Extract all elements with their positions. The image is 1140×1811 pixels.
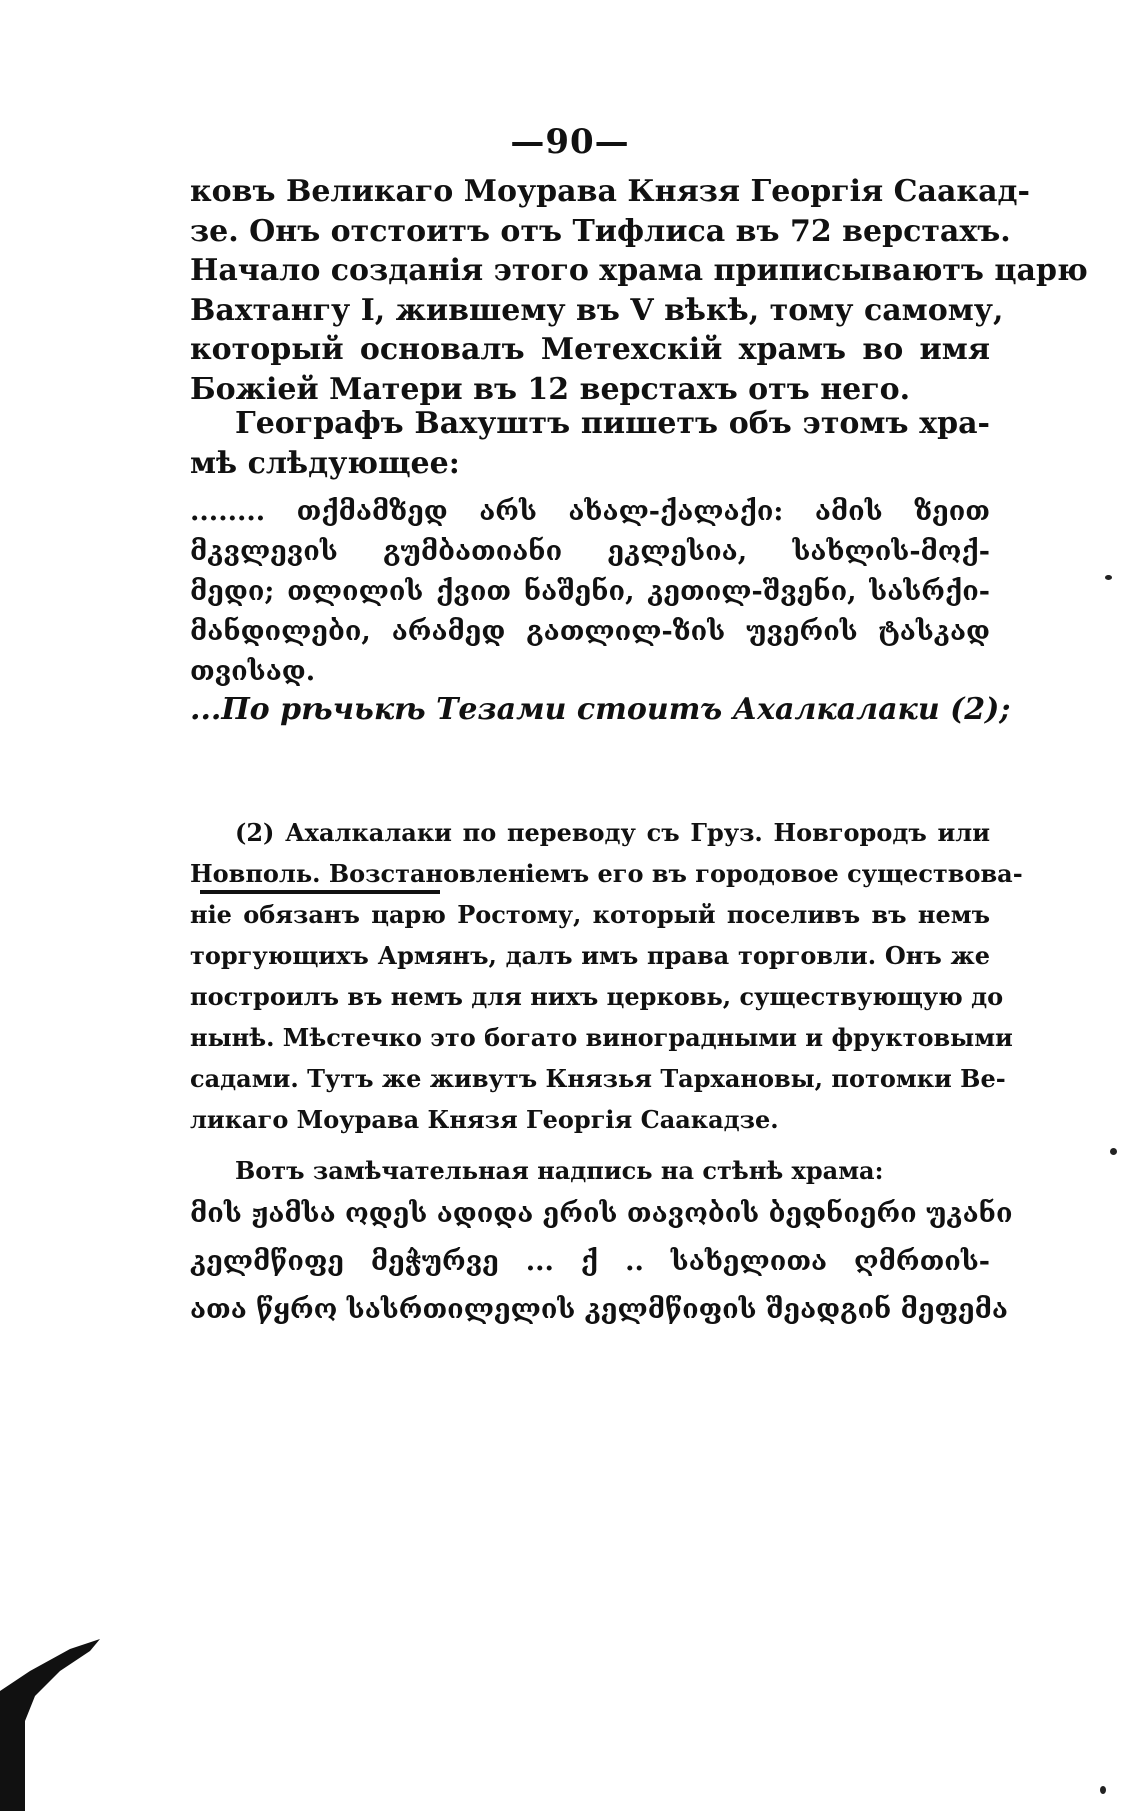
text-line: Начало созданія этого храма приписываютъ царю — [190, 253, 1088, 288]
text-line: Вотъ замѣчательная надпись на стѣнѣ храма: — [235, 1156, 884, 1185]
text-line: Вахтангу I, жившему въ V вѣкѣ, тому самому, — [190, 292, 1004, 328]
georgian-line: მანდილები, არამედ გათლილ-ზის უვერის ტასკად — [190, 616, 990, 647]
footnote-line: садами. Тутъ же живутъ Князья Тархановы, потомки Ве- — [190, 1064, 1006, 1093]
georgian-line: ........ თქმამზედ არს ახალ-ქალაქი: ამის ზეით — [190, 496, 990, 527]
text-line: мѣ слѣдующее: — [190, 445, 460, 481]
footnote-2 — [190, 812, 1023, 1140]
georgian-line: მედი; თლილის ქვით ნაშენი, კეთილ-შვენი, სასრქი- — [190, 576, 990, 607]
paragraph-2 — [190, 404, 990, 483]
inscription-intro — [190, 1150, 990, 1191]
footnote-line: Новполь. Возстановленіемъ его въ городовое существова- — [190, 859, 1023, 888]
footnote-line: нынѣ. Мѣстечко это богато виноградными и фруктовыми — [190, 1023, 1013, 1052]
georgian-line: თვისად. — [190, 656, 316, 687]
text-line: который основалъ Метехскій храмъ во имя — [190, 332, 990, 367]
footnote-line: ликаго Моурава Князя Георгія Саакадзе. — [190, 1105, 779, 1134]
scan-speck — [1105, 575, 1112, 580]
georgian-quote — [190, 492, 990, 692]
text-line: Географъ Вахуштъ пишетъ объ этомъ хра- — [235, 406, 990, 441]
text-line: Божіей Матери въ 12 верстахъ отъ него. — [190, 371, 911, 407]
georgian-line: ათა წყრო სასრთილელის კელმწიფის შეადგინ მეფემა — [190, 1294, 1008, 1325]
footnote-line: торгующихъ Армянъ, далъ имъ права торговли. Онъ же — [190, 941, 990, 970]
scan-speck — [1100, 1786, 1106, 1794]
text-line: зе. Онъ отстоитъ отъ Тифлиса въ 72 верстахъ. — [190, 213, 1011, 249]
footnote-line: ніе обязанъ царю Ростому, который поселивъ въ немъ — [190, 900, 990, 929]
scan-edge-mark — [0, 1571, 110, 1811]
paragraph-1 — [190, 172, 1088, 409]
georgian-line: კელმწიფე მეჭურვე ... ქ .. სახელითა ღმრთის- — [190, 1246, 990, 1277]
georgian-line: მის ჟამსა ოდეს ადიდა ერის თავობის ბედნიერი უკანი — [190, 1198, 1013, 1229]
text-line: ковъ Великаго Моурава Князя Георгія Саакад- — [190, 174, 1030, 209]
page-number: —90— — [510, 122, 630, 162]
scan-speck — [1110, 1148, 1117, 1155]
georgian-line: მკვლევის გუმბათიანი ეკლესია, სახლის-მოქ- — [190, 536, 990, 567]
footnote-line: построилъ въ немъ для нихъ церковь, существующую до — [190, 982, 1004, 1011]
text-line: ...По рѣчькѣ Тезами стоитъ Ахалкалаки (2); — [190, 692, 1011, 727]
italic-river-line — [190, 690, 1011, 730]
footnote-line: (2) Ахалкалаки по переводу съ Груз. Новгородъ или — [235, 818, 990, 847]
inscription-georgian — [190, 1190, 1013, 1334]
